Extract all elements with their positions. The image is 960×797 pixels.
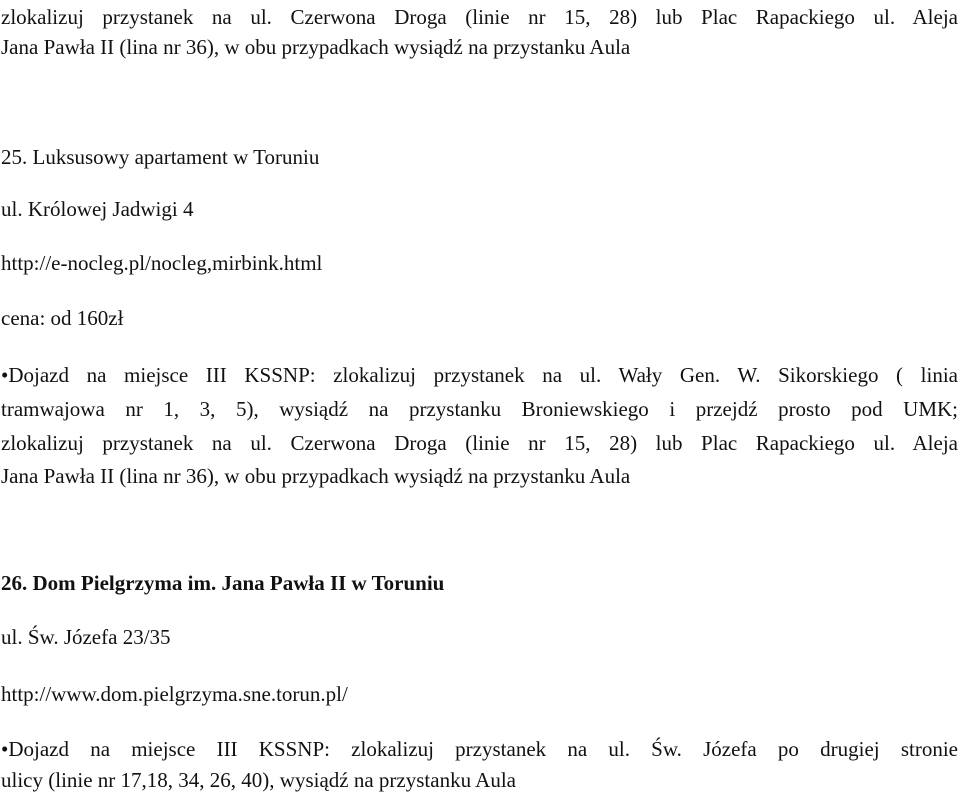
entry-25-directions-line: tramwajowa nr 1, 3, 5), wysiądź na przystanku Broniewskiego i przejdź prosto pod UMK;	[1, 397, 958, 421]
entry-25-address: ul. Królowej Jadwigi 4	[1, 197, 194, 221]
intro-line: zlokalizuj przystanek na ul. Czerwona Droga (linie nr 15, 28) lub Plac Rapackiego ul. Aleja	[1, 5, 958, 29]
entry-25-directions-line: •Dojazd na miejsce III KSSNP: zlokalizuj przystanek na ul. Wały Gen. W. Sikorskiego ( linia	[1, 363, 958, 387]
intro-line: Jana Pawła II (lina nr 36), w obu przypadkach wysiądź na przystanku Aula	[1, 35, 631, 59]
entry-26-title: 26. Dom Pielgrzyma im. Jana Pawła II w Toruniu	[1, 571, 445, 595]
entry-26-address: ul. Św. Józefa 23/35	[1, 625, 171, 649]
entry-25-price: cena: od 160zł	[1, 306, 124, 330]
entry-25-url: http://e-nocleg.pl/nocleg,mirbink.html	[1, 251, 323, 275]
entry-25-directions-line: Jana Pawła II (lina nr 36), w obu przypadkach wysiądź na przystanku Aula	[1, 464, 631, 488]
entry-25-title: 25. Luksusowy apartament w Toruniu	[1, 145, 320, 169]
entry-26-directions-line: ulicy (linie nr 17,18, 34, 26, 40), wysiądź na przystanku Aula	[1, 768, 516, 792]
entry-26-url: http://www.dom.pielgrzyma.sne.torun.pl/	[1, 682, 348, 706]
entry-26-directions-line: •Dojazd na miejsce III KSSNP: zlokalizuj przystanek na ul. Św. Józefa po drugiej stronie	[1, 737, 958, 761]
entry-25-directions-line: zlokalizuj przystanek na ul. Czerwona Droga (linie nr 15, 28) lub Plac Rapackiego ul. Aleja	[1, 431, 958, 455]
